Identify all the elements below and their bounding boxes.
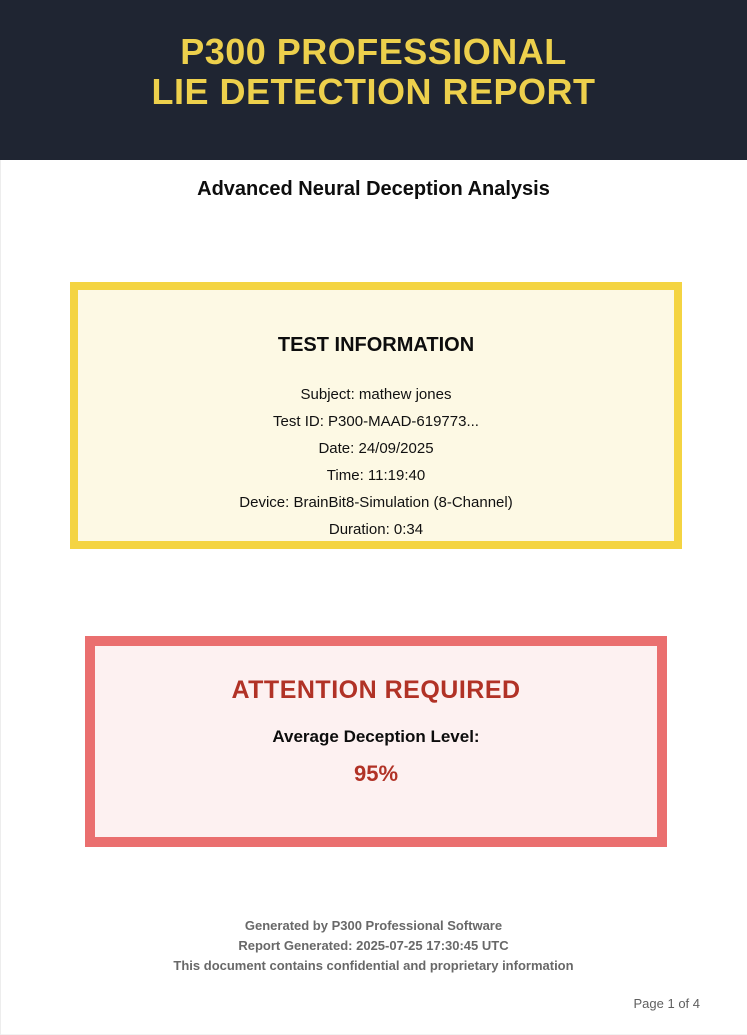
report-title-line2: LIE DETECTION REPORT	[151, 71, 596, 112]
test-info-device: Device: BrainBit8-Simulation (8-Channel)	[239, 494, 513, 511]
attention-required-title: ATTENTION REQUIRED	[231, 676, 521, 704]
test-info-duration: Duration: 0:34	[328, 521, 424, 538]
test-info-date: Date: 24/09/2025	[318, 440, 434, 457]
deception-level-value: 95%	[353, 761, 399, 786]
report-title-line1: P300 PROFESSIONAL	[180, 31, 567, 72]
report-header	[0, 0, 747, 160]
page-indicator: Page 1 of 4	[633, 996, 700, 1011]
footer-generated-timestamp: Report Generated: 2025-07-25 17:30:45 UTC	[238, 938, 509, 953]
footer-generated-by: Generated by P300 Professional Software	[244, 918, 503, 933]
deception-level-label: Average Deception Level:	[272, 727, 480, 746]
test-info-test-id: Test ID: P300-MAAD-619773...	[273, 413, 479, 430]
test-info-subject: Subject: mathew jones	[300, 386, 452, 403]
test-information-box	[70, 282, 682, 549]
footer-confidentiality-notice: This document contains confidential and proprietary information	[173, 958, 574, 973]
attention-required-box	[85, 636, 667, 847]
report-subtitle: Advanced Neural Deception Analysis	[197, 178, 550, 200]
test-info-time: Time: 11:19:40	[326, 467, 426, 484]
test-information-title: TEST INFORMATION	[277, 334, 475, 356]
test-information-lines	[78, 381, 674, 543]
report-footer	[0, 916, 747, 976]
